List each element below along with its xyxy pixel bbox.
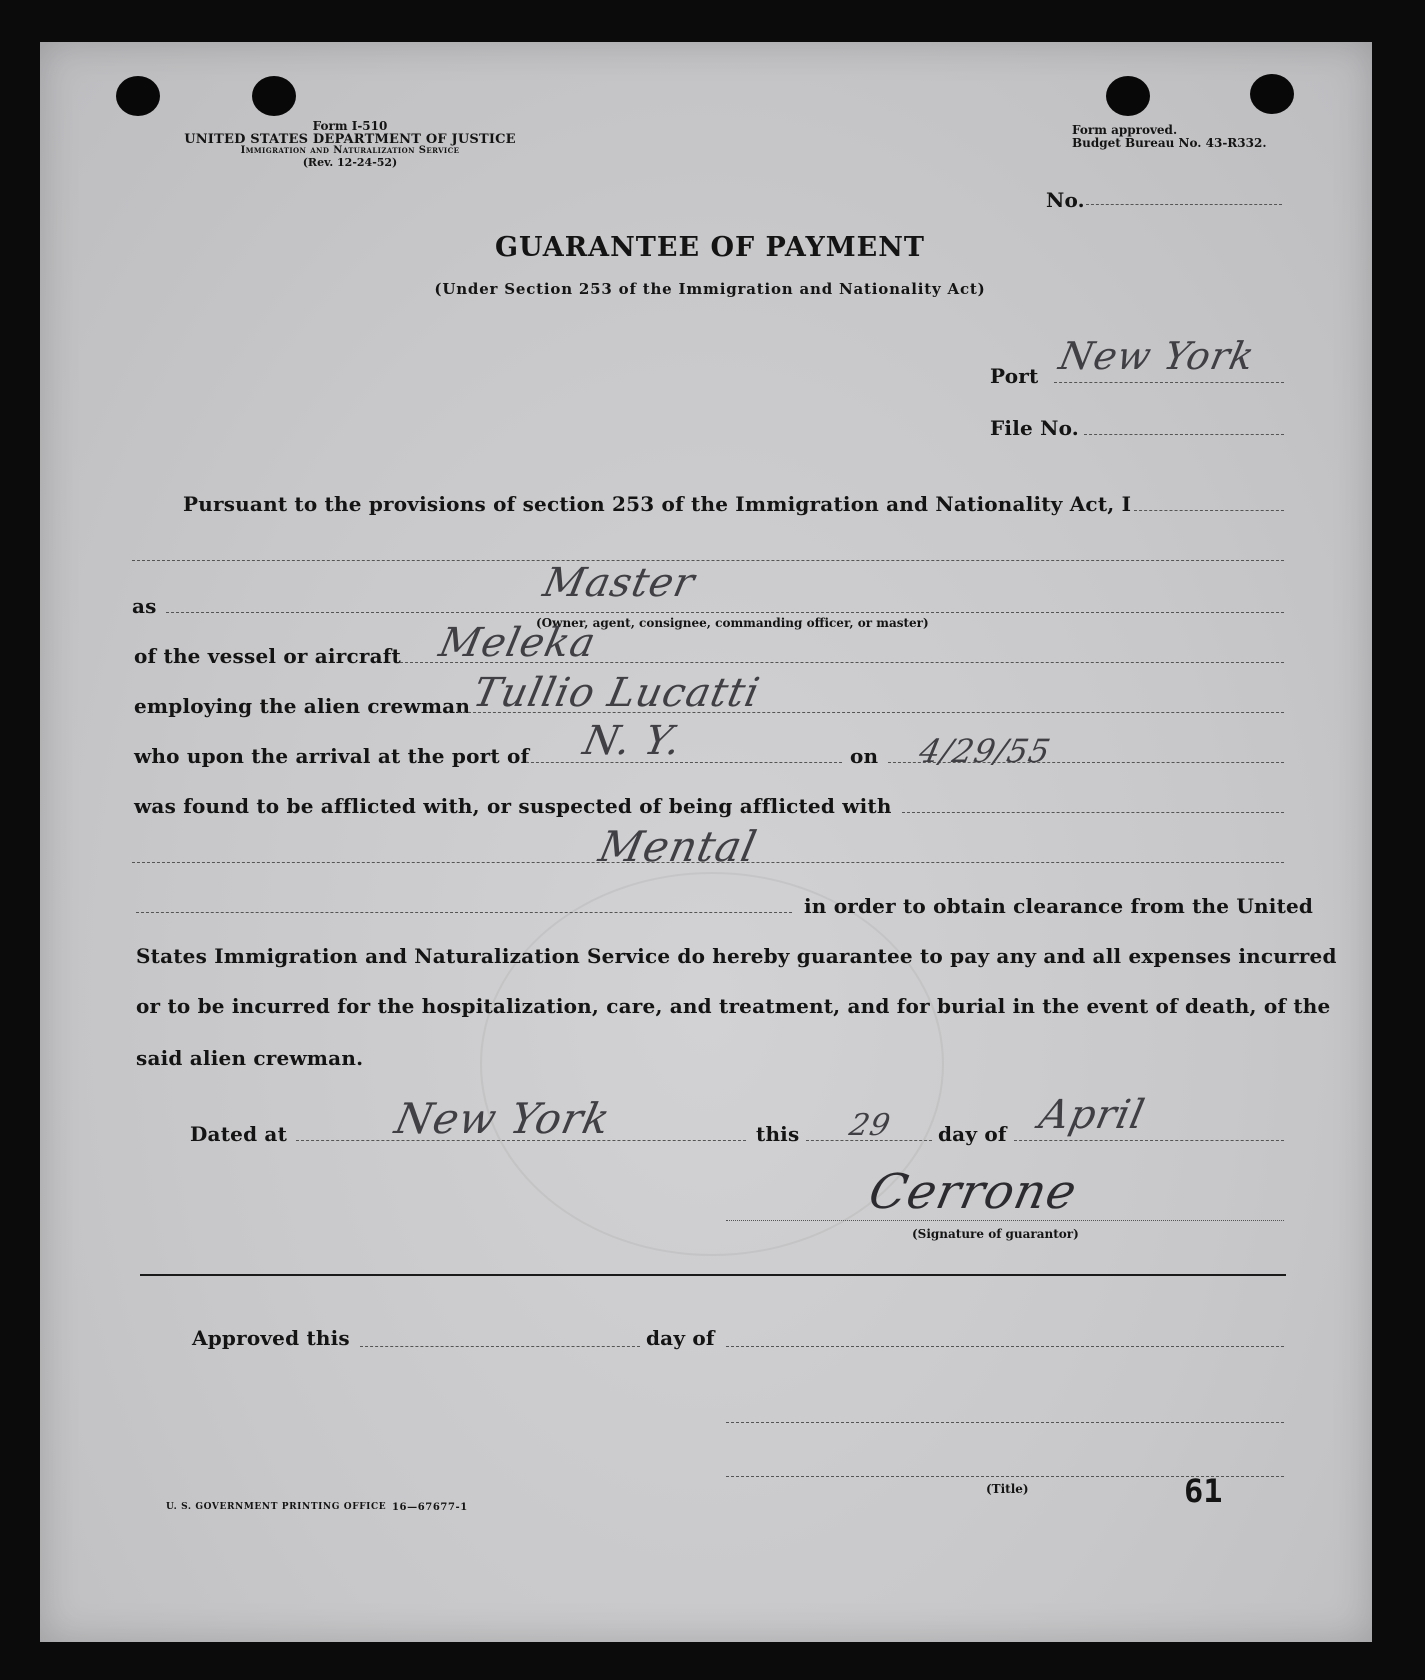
form-number: Form I-510 [312, 119, 388, 133]
affliction-field[interactable] [902, 812, 1284, 813]
on-label: on [850, 744, 879, 768]
vessel-handwriting: Meleka [435, 620, 601, 666]
month-field[interactable] [1014, 1140, 1284, 1141]
number-label: No. [1046, 188, 1085, 212]
paragraph-line-2: or to be incurred for the hospitalization, care, and treatment, and for burial in the event of death, of the [136, 994, 1331, 1018]
signature-field[interactable] [726, 1220, 1284, 1221]
number-field[interactable] [1086, 204, 1282, 205]
dated-place-handwriting: New York [390, 1094, 616, 1143]
arrival-port-field[interactable] [526, 762, 842, 763]
port-handwriting: New York [1055, 334, 1259, 378]
agency-header [120, 120, 580, 168]
capacity-handwriting: Master [539, 560, 700, 606]
guarantor-name-field[interactable] [1134, 510, 1284, 511]
day-handwriting: 29 [846, 1108, 894, 1143]
clearance-text: in order to obtain clearance from the United [804, 894, 1314, 918]
port-label: Port [990, 364, 1039, 388]
form-title: GUARANTEE OF PAYMENT [495, 232, 925, 263]
affliction-field-3[interactable] [136, 912, 792, 913]
arrival-label: who upon the arrival at the port of [134, 744, 530, 768]
printer-imprint: U. S. GOVERNMENT PRINTING OFFICE [166, 1502, 387, 1512]
guarantor-name-field-2[interactable] [132, 560, 1284, 561]
dated-at-label: Dated at [190, 1122, 288, 1146]
afflicted-label: was found to be afflicted with, or suspected of being afflicted with [134, 794, 892, 818]
punch-hole [1250, 74, 1294, 114]
punch-hole [116, 76, 160, 116]
file-no-field[interactable] [1084, 434, 1284, 435]
paragraph-line-3: said alien crewman. [136, 1046, 364, 1070]
port-field[interactable] [1054, 382, 1284, 383]
punch-hole [252, 76, 296, 116]
approval-line-2: Budget Bureau No. 43-R332. [1072, 135, 1267, 150]
print-code: 16—67677-1 [392, 1502, 468, 1513]
page-mark: 61 [1184, 1472, 1223, 1510]
approved-month-field[interactable] [726, 1346, 1284, 1347]
section-divider [140, 1274, 1286, 1276]
paragraph-line-1: States Immigration and Naturalization Service do hereby guarantee to pay any and all expenses incurred [136, 944, 1337, 968]
affliction-handwriting: Mental [594, 822, 762, 871]
form-subtitle: (Under Section 253 of the Immigration and Nationality Act) [434, 280, 986, 298]
this-label: this [756, 1122, 800, 1146]
crewman-handwriting: Tullio Lucatti [469, 670, 765, 716]
capacity-field[interactable] [166, 612, 1284, 613]
vessel-label: of the vessel or aircraft [134, 644, 401, 668]
punch-hole [1106, 76, 1150, 116]
title-caption: (Title) [986, 1482, 1029, 1496]
department-name: UNITED STATES DEPARTMENT OF JUSTICE [184, 131, 516, 147]
form-page [40, 42, 1372, 1642]
approver-signature-field[interactable] [726, 1422, 1284, 1423]
approved-day-field[interactable] [360, 1346, 640, 1347]
signature-caption: (Signature of guarantor) [912, 1227, 1079, 1241]
approved-day-of-label: day of [646, 1326, 715, 1350]
revision-date: (Rev. 12-24-52) [302, 155, 398, 169]
approval-note [1072, 124, 1267, 149]
crewman-label: employing the alien crewman [134, 694, 471, 718]
month-handwriting: April [1035, 1092, 1150, 1138]
guarantor-signature: Cerrone [864, 1164, 1083, 1220]
arrival-port-handwriting: N. Y. [579, 718, 686, 764]
service-name: Immigration and Naturalization Service [240, 145, 460, 157]
capacity-caption: (Owner, agent, consignee, commanding officer, or master) [536, 616, 929, 630]
arrival-date-handwriting: 4/29/55 [915, 732, 1055, 770]
intro-text: Pursuant to the provisions of section 253 of the Immigration and Nationality Act, I [183, 492, 1132, 516]
as-label: as [132, 594, 157, 618]
day-of-label: day of [938, 1122, 1007, 1146]
file-no-label: File No. [990, 416, 1079, 440]
approved-label: Approved this [192, 1326, 350, 1350]
approval-line-1: Form approved. [1072, 123, 1178, 137]
